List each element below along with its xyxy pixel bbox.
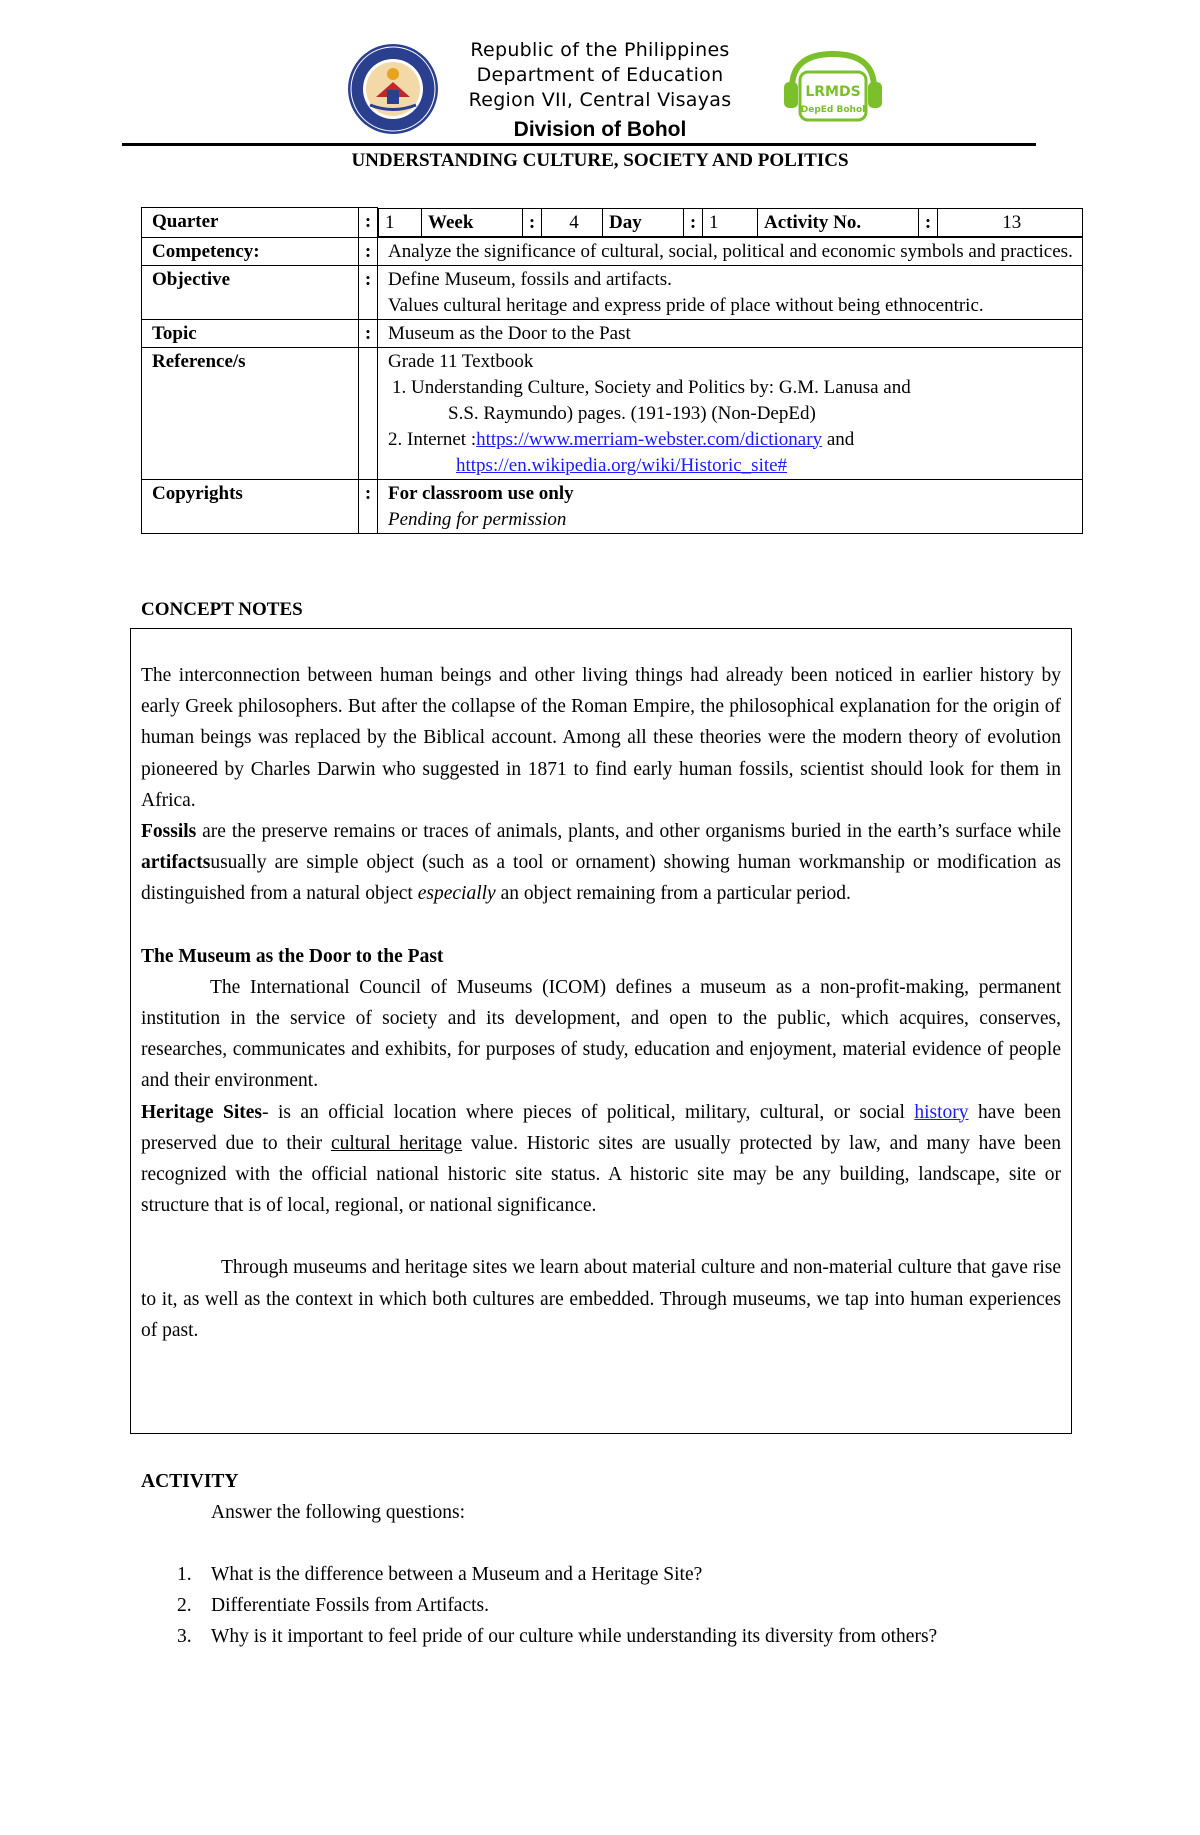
header-department: Department of Education	[476, 64, 724, 86]
competency-row	[142, 237, 1083, 265]
colon: :	[359, 208, 378, 238]
artifacts-term: artifacts	[141, 852, 211, 874]
objective-line-2: Values cultural heritage and express pride of place without being ethnocentric.	[388, 294, 984, 316]
lrmds-logo-text: LRMDS	[805, 84, 861, 100]
merriam-webster-link[interactable]: https://www.merriam-webster.com/dictionary	[476, 428, 823, 450]
question-number: 2.	[177, 1595, 192, 1616]
day-value: 1	[703, 208, 758, 236]
activity-instruction: Answer the following questions:	[211, 1502, 466, 1523]
question-item	[141, 1590, 1081, 1621]
question-number: 3.	[177, 1626, 192, 1647]
ref-line-2: 1. Understanding Culture, Society and Politics by: G.M. Lanusa and	[392, 376, 911, 398]
division-title: Division of Bohol	[513, 118, 687, 141]
question-list	[141, 1559, 1081, 1652]
colon: :	[359, 479, 378, 533]
week-value: 4	[542, 208, 603, 236]
topic-label: Topic	[142, 319, 359, 347]
references-value	[378, 347, 1083, 479]
fossils-term: Fossils	[141, 821, 197, 843]
question-text: Differentiate Fossils from Artifacts.	[211, 1595, 489, 1616]
lrmds-logo-subtext: DepEd Bohol	[800, 105, 866, 115]
notes-para-2	[141, 816, 1061, 910]
competency-label: Competency:	[142, 237, 359, 265]
topic-value: Museum as the Door to the Past	[378, 319, 1083, 347]
notes-para-5: Through museums and heritage sites we learn about material culture and non-material culture that gave rise to it, as well as the context in which both cultures are embedded. Through museums, we tap into human experiences of past.	[141, 1257, 1061, 1341]
colon: :	[359, 237, 378, 265]
question-number: 1.	[177, 1564, 192, 1585]
history-link[interactable]: history	[914, 1101, 969, 1123]
question-text: Why is it important to feel pride of our culture while understanding its diversity from others?	[211, 1626, 938, 1647]
ref-line-5	[388, 453, 1076, 479]
objective-row	[142, 265, 1083, 319]
ref-internet-prefix: 2. Internet :	[388, 428, 477, 450]
activity-heading: ACTIVITY	[141, 1471, 239, 1492]
quarter-value: 1	[379, 208, 422, 236]
references-row	[142, 347, 1083, 479]
question-item	[141, 1621, 1081, 1652]
copyrights-label: Copyrights	[142, 479, 359, 533]
quarter-row	[142, 208, 1083, 238]
ref-line-4	[388, 427, 1076, 453]
concept-notes-heading: CONCEPT NOTES	[141, 599, 303, 620]
museum-heading: The Museum as the Door to the Past	[141, 945, 444, 967]
header-republic: Republic of the Philippines	[470, 39, 730, 61]
activity-no-value: 13	[938, 208, 1083, 236]
cultural-heritage-text: cultural heritage	[330, 1132, 463, 1154]
ref-line-1: Grade 11 Textbook	[388, 350, 534, 372]
header-region: Region VII, Central Visayas	[468, 89, 732, 111]
notes-para-1: The interconnection between human beings and other living things had already been noticed in earlier history by early Greek philosophers. But after the collapse of the Roman Empire, the philosophical explanation for the origin of human beings was replaced by the Biblical account. Among all these theories were the modern theory of evolution pioneered by Charles Darwin who suggested in 1871 to find early human fossils, scientist should look for them in Africa.	[141, 665, 1061, 811]
wikipedia-link[interactable]: https://en.wikipedia.org/wiki/Historic_site#	[456, 454, 788, 476]
objective-value	[378, 265, 1083, 319]
activity-no-label: Activity No.	[758, 208, 919, 236]
references-label: Reference/s	[142, 347, 359, 479]
competency-value: Analyze the significance of cultural, social, political and economic symbols and practices.	[378, 237, 1083, 265]
question-item	[141, 1559, 1081, 1590]
notes-para-2b: usually are simple object (such as a tool or ornament) showing human workmanship or modification as distinguished from a natural object	[141, 852, 1061, 905]
notes-para-4b: have been preserved due to their	[141, 1101, 1062, 1154]
colon: :	[684, 208, 703, 236]
copyrights-row	[142, 479, 1083, 533]
subject-title: UNDERSTANDING CULTURE, SOCIETY AND POLITICS	[351, 150, 849, 171]
heritage-term: Heritage Sites	[141, 1101, 262, 1123]
notes-para-4	[141, 1097, 1061, 1222]
day-label: Day	[603, 208, 684, 236]
notes-para-2c: an object remaining from a particular period.	[495, 883, 851, 905]
objective-label: Objective	[142, 265, 359, 319]
copyrights-line-1: For classroom use only	[388, 482, 574, 504]
colon: :	[359, 265, 378, 319]
objective-line-1: Define Museum, fossils and artifacts.	[388, 268, 672, 290]
header-divider	[122, 143, 1036, 146]
ref-line-3: S.S. Raymundo) pages. (191-193) (Non-DepEd)	[448, 402, 816, 424]
especially-word: especially	[417, 883, 496, 905]
colon: :	[919, 208, 938, 236]
notes-para-2a: are the preserve remains or traces of animals, plants, and other organisms buried in the earth’s surface while	[196, 821, 1061, 843]
concept-notes-body	[141, 660, 1061, 1346]
question-text: What is the difference between a Museum and a Heritage Site?	[211, 1564, 703, 1585]
topic-row	[142, 319, 1083, 347]
colon: :	[359, 319, 378, 347]
quarter-week-day-cells	[378, 208, 1083, 238]
activity-section	[141, 1466, 1081, 1652]
colon-empty	[359, 347, 378, 479]
quarter-label: Quarter	[142, 208, 359, 238]
lesson-info-table	[141, 207, 1083, 534]
copyrights-value	[378, 479, 1083, 533]
notes-para-3: The International Council of Museums (ICOM) defines a museum as a non-profit-making, permanent institution in the service of society and its development, and open to the public, which acquires, conserves, researches, communicates and exhibits, for purposes of study, education and enjoyment, material evidence of people and their environment.	[141, 976, 1061, 1092]
notes-para-4c: value. Historic sites are usually protected by law, and many have been recognized with the official national historic site status. A historic site may be any building, landscape, site or structure that is of local, regional, or national significance.	[141, 1132, 1061, 1217]
notes-para-4a: - is an official location where pieces of political, military, cultural, or social	[262, 1101, 915, 1123]
colon: :	[523, 208, 542, 236]
copyrights-line-2: Pending for permission	[388, 508, 567, 530]
ref-and: and	[822, 428, 855, 450]
week-label: Week	[422, 208, 523, 236]
